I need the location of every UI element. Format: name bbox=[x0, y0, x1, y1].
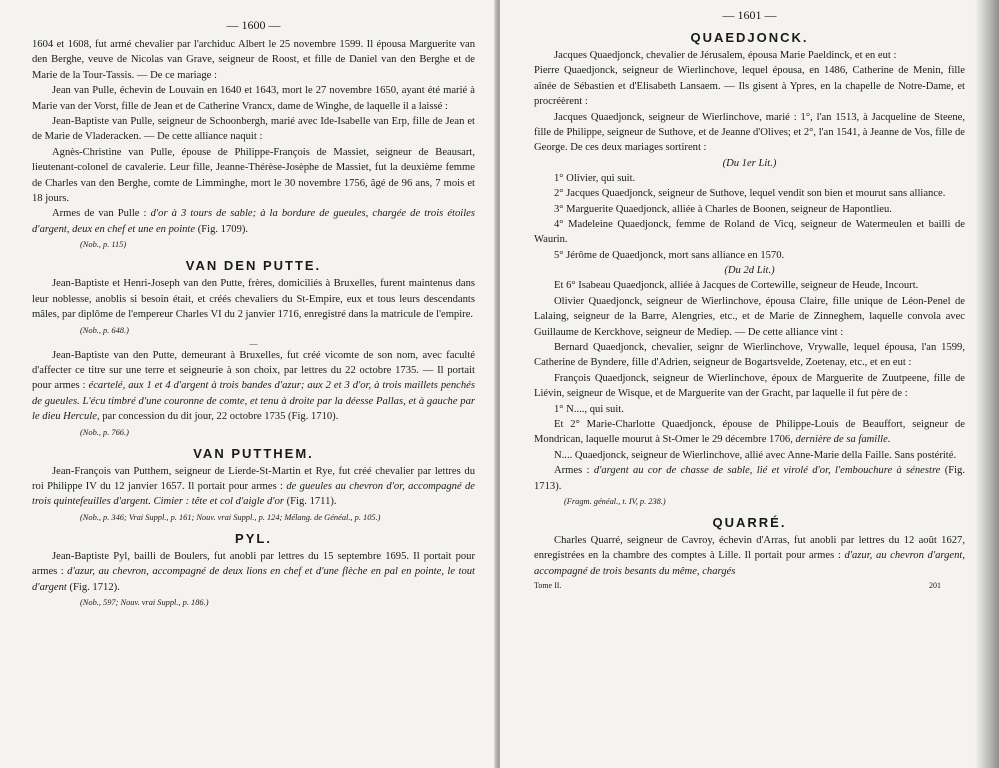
source-citation: (Fragm. généal., t. IV, p. 238.) bbox=[564, 496, 666, 506]
pyl-text: Jean-Baptiste Pyl, bailli de Boulers, fut anobli par lettres du 15 septembre 1695. Il portait pour armes : bbox=[32, 550, 475, 578]
quarre-blazon: d'azur, au chevron d'argent, accompagné de trois besants du même, chargés bbox=[534, 550, 965, 577]
pyl-fig: (Fig. 1712). bbox=[66, 581, 120, 593]
heading-quarre: QUARRÉ. bbox=[712, 514, 787, 530]
right-page bbox=[500, 0, 999, 768]
paragraph-q10: Olivier Quaedjonck, seigneur de Wierlinchove, épousa Claire, fille unique de Léon-Penel de Lalaing, seigneur de la Barre, Alengries, etc., et de Marie de Zinneghem, laquelle convola avec Guillaume de Kerckhove, seigneur de Mediep. — De cette alliance vint : bbox=[534, 295, 965, 338]
pyl-blazon: d'azur, au chevron, accompagné de deux lions en chef et d'une flèche en pal en pointe, le tout d'argent bbox=[32, 566, 475, 593]
separator-rule: — bbox=[249, 338, 258, 348]
subheading-first-marriage: (Du 1er Lit.) bbox=[722, 157, 777, 169]
paragraph-q12: François Quaedjonck, seigneur de Wierlinchove, époux de Marguerite de Zuutpeene, fille de Liévin, seigneur de Wisque, et de Marguerite van der Gracht, par laquelle il fut père de : bbox=[534, 372, 965, 400]
source-citation: (Nob., p. 766.) bbox=[80, 427, 129, 437]
footer-volume: Tome II. bbox=[534, 581, 562, 591]
source-citation: (Nob., 597; Nouv. vrai Suppl., p. 186.) bbox=[80, 597, 209, 607]
paragraph-putte-vicomte bbox=[32, 348, 475, 425]
q16-fig: (Fig. 1713). bbox=[534, 465, 966, 492]
armes-blazon: d'or à 3 tours de sable; à la bordure de gueules, chargée de trois étoiles d'argent, deux en chef et une en pointe bbox=[32, 208, 475, 235]
q14-text: Et 2° Marie-Charlotte Quaedjonck, épouse de Philippe-Louis de Beauffort, seigneur de Mondrican, laquelle mourut à St-Omer le 29 décembre 1706, bbox=[534, 418, 965, 446]
putthem-text: Jean-François van Putthem, seigneur de Lierde-St-Martin et Rye, fut créé chevalier par lettres du roi Philippe IV du 12 janvier 1657. Il portait pour armes : bbox=[32, 465, 475, 492]
page-edge-shadow bbox=[975, 0, 999, 768]
paragraph-q5: 2° Jacques Quaedjonck, seigneur de Suthove, lequel vendit son bien et mourut sans alliance. bbox=[554, 188, 946, 200]
putte-text: Jean-Baptiste van den Putte, demeurant à Bruxelles, fut créé vicomte de son nom, avec faculté d'affecter ce titre sur une terre et seigneurie à son choix, par lettres du 22 octobre 1735. — Il portait pour armes : bbox=[32, 349, 475, 392]
putte-blazon: écartelé, aux 1 et 4 d'argent à trois bandes d'azur; aux 2 et 3 d'or, à trois maillets penchés de gueules. L'écu timbré d'une couronne de comte, et tenu à droite par la déesse Pallas, et à gauche par le dieu Hercule bbox=[32, 380, 475, 423]
paragraph-q14 bbox=[534, 417, 965, 448]
paragraph-armes-van-pulle bbox=[32, 206, 475, 237]
paragraph-jean-baptiste-van-pulle: Jean-Baptiste van Pulle, seigneur de Schoonbergh, marié avec Ide-Isabelle van Erp, fille de Jean et de Marie de Vladeracken. — De cette alliance naquit : bbox=[32, 116, 475, 143]
q14-italic: dernière de sa famille. bbox=[795, 434, 891, 446]
page-footer bbox=[534, 581, 965, 590]
paragraph-quarre bbox=[534, 533, 965, 579]
right-page-number: — 1601 — bbox=[722, 8, 777, 22]
paragraph-q6: 3° Marguerite Quaedjonck, alliée à Charles de Boonen, seigneur de Hapontlieu. bbox=[554, 203, 892, 215]
paragraph-putthem bbox=[32, 464, 475, 510]
q16-label: Armes : bbox=[554, 465, 594, 477]
left-page bbox=[0, 0, 497, 768]
heading-pyl: PYL. bbox=[235, 530, 272, 546]
paragraph-agnes-christine: Agnès-Christine van Pulle, épouse de Philippe-François de Massiet, seigneur de Beausart, lieutenant-colonel de cavalerie. Leur fille, Jeanne-Thérèse-Josèphe de Massiet, fut la deuxième femme de Charles van den Berghe, comte de Limminghe, mort le 30 novembre 1756, âgé de 96 ans, 7 mois et 18 jours. bbox=[32, 146, 475, 205]
subheading-second-marriage: (Du 2d Lit.) bbox=[724, 265, 775, 277]
putthem-blazon: de gueules au chevron d'or, accompagné de trois quintefeuilles d'argent. Cimier : tête et col d'aigle d'or bbox=[32, 480, 475, 508]
paragraph-q2: Pierre Quaedjonck, seigneur de Wierlinchove, lequel épousa, en 1486, Catherine de Menin, fille aînée de Sébastien et d'Elisabeth Lansaem. — Ils gisent à Ypres, en la chapelle de Notre-Dame, et procréèrent : bbox=[534, 65, 965, 108]
paragraph-q13: 1° N...., qui suit. bbox=[554, 403, 624, 415]
quarre-text: Charles Quarré, seigneur de Cavroy, échevin d'Arras, fut anobli par lettres du 12 août 1627, enregistrées en la chambre des comptes à Lille. Il portait pour armes : bbox=[534, 534, 965, 562]
paragraph-putte-brothers: Jean-Baptiste et Henri-Joseph van den Putte, frères, domiciliés à Bruxelles, furent maintenus dans leur noblesse, anoblis si besoin était, et créés chevaliers du St-Empire, eux et tous leurs descendants mâles, par diplôme de l'empereur Charles VI du 2 janvier 1716, enregistré dans la matricule de l'empire. bbox=[32, 278, 475, 321]
paragraph-jean-van-pulle: Jean van Pulle, échevin de Louvain en 1640 et 1643, mort le 27 novembre 1650, ayant été marié à Marie van der Vorst, fille de Jean et de Catherine Vrancx, dame de Winghe, de laquelle il a laissé : bbox=[32, 85, 475, 112]
putte-end: , par concession du dit jour, 22 octobre 1735 (Fig. 1710). bbox=[96, 411, 339, 423]
paragraph-q1: Jacques Quaedjonck, chevalier de Jérusalem, épousa Marie Paeldinck, et en eut : bbox=[554, 50, 897, 61]
source-citation: (Nob., p. 648.) bbox=[80, 325, 129, 335]
paragraph-q7: 4° Madeleine Quaedjonck, femme de Roland de Vicq, seigneur de Watermeulen et bailli de Waurin. bbox=[534, 219, 965, 246]
source-citation: (Nob., p. 115) bbox=[80, 240, 127, 250]
putthem-fig: (Fig. 1711). bbox=[283, 496, 337, 508]
heading-van-putthem: VAN PUTTHEM. bbox=[193, 445, 314, 461]
paragraph-q3: Jacques Quaedjonck, seigneur de Wierlinchove, marié : 1°, l'an 1513, à Jacqueline de Steene, fille de Philippe, seigneur de Suthove, et de Jeanne d'Olives; et 2°, l'an 1541, à Jeanne de Vos, fille de George. De ces deux mariages sortirent : bbox=[534, 111, 965, 154]
heading-van-den-putte: VAN DEN PUTTE. bbox=[185, 258, 322, 274]
left-page-number: — 1600 — bbox=[226, 18, 281, 32]
paragraph-q15: N.... Quaedjonck, seigneur de Wierlinchove, allié avec Anne-Marie della Faille. Sans postérité. bbox=[554, 449, 957, 461]
source-citation: (Nob., p. 346; Vrai Suppl., p. 161; Nouv. vrai Suppl., p. 124; Mélang. de Généal., p. 105.) bbox=[80, 512, 381, 522]
paragraph-q4: 1° Olivier, qui suit. bbox=[554, 172, 636, 184]
paragraph-pyl bbox=[32, 549, 475, 595]
armes-fig: (Fig. 1709). bbox=[195, 223, 249, 235]
heading-quaedjonck: QUAEDJONCK. bbox=[690, 30, 809, 45]
q16-blazon: d'argent au cor de chasse de sable, lié et virolé d'or, l'embouchure à sénestre bbox=[593, 465, 941, 477]
paragraph-q16-armes bbox=[534, 463, 965, 494]
paragraph-q11: Bernard Quaedjonck, chevalier, seignr de Wierlinchove, Vrywalle, lequel épousa, l'an 1599, Catherine de Byndere, fille d'Adrien, seigneur de Bogartsvelde, Zoetenay, etc., et en eut : bbox=[534, 341, 965, 369]
armes-label: Armes de van Pulle : bbox=[52, 208, 151, 220]
paragraph-q8: 5° Jérôme de Quaedjonck, mort sans alliance en 1570. bbox=[554, 249, 785, 261]
footer-signature: 201 bbox=[929, 581, 941, 591]
paragraph-q9: Et 6° Isabeau Quaedjonck, alliée à Jacques de Cortewille, seigneur de Heude, Incourt. bbox=[554, 280, 919, 292]
paragraph-intro: 1604 et 1608, fut armé chevalier par l'archiduc Albert le 25 novembre 1599. Il épousa Marguerite van den Berghe, veuve de Nicolas van Grave, seigneur de Roost, et fille de Daniel van den Berghe et de Marie de la Tour-Tassis. — De ce mariage : bbox=[32, 39, 475, 81]
